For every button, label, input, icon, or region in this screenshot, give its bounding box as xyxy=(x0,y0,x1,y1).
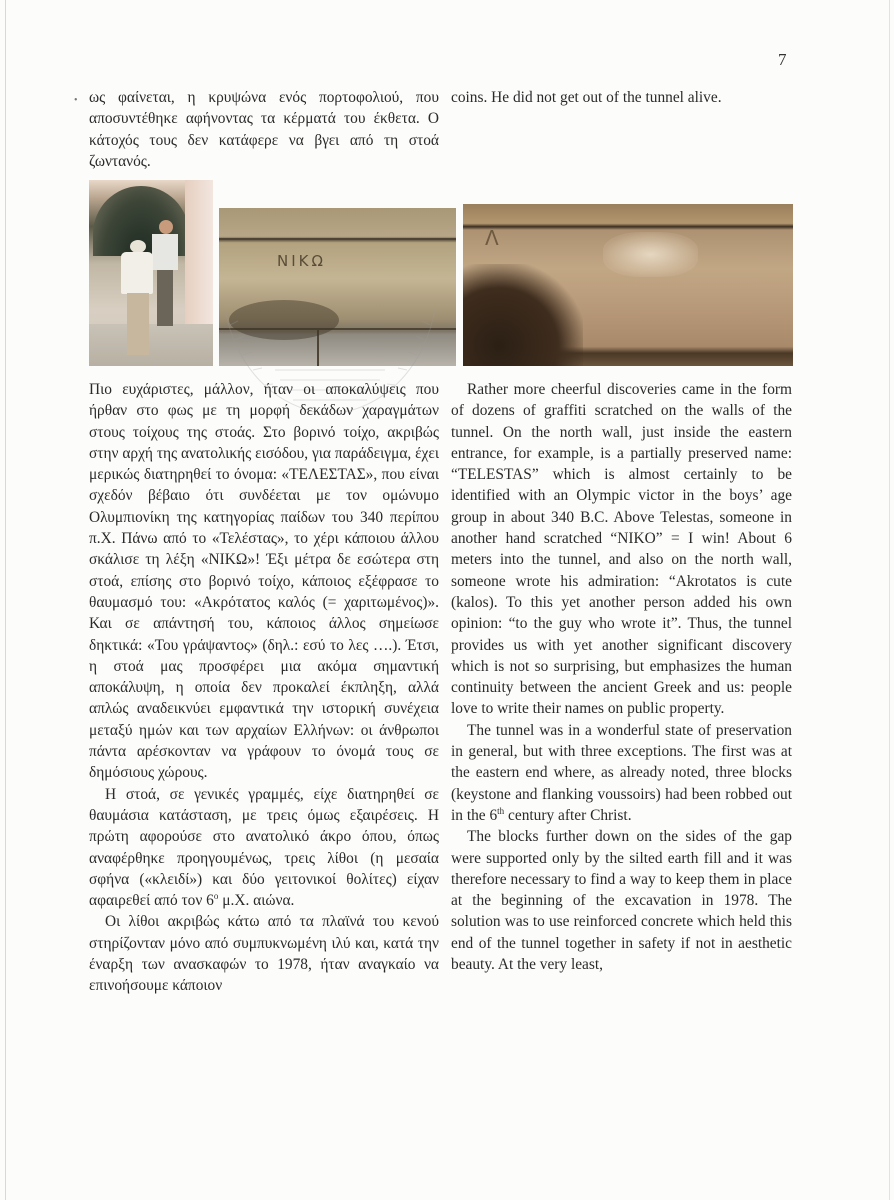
english-paragraph-tail: century after Christ. xyxy=(504,806,632,824)
photo-inscribed-block xyxy=(463,204,793,366)
page-edge-right xyxy=(889,0,890,1200)
person-figure xyxy=(119,240,155,360)
greek-column xyxy=(89,379,439,997)
greek-paragraph xyxy=(89,784,439,912)
greek-paragraph-text: Η στοά, σε γενικές γραμμές, είχε διατηρηθεί σε θαυμάσια κατάσταση, με τρεις όμως εξαιρέσεις. Η πρώτη αφορούσε στο ανατολικό άκρο όπου, όπως αναφέρθηκε προηγουμένως, τρεις λίθοι (η μεσαία σφήνα («κλειδί») και δύο γειτονικοί θολίτες) είχαν αφαιρεθεί από τον 6 xyxy=(89,785,439,910)
english-column xyxy=(451,379,792,975)
laurel-leaves xyxy=(230,321,430,385)
page-edge-left xyxy=(5,0,6,1200)
stone-seam xyxy=(219,238,456,240)
graffiti-inscription: Λ xyxy=(485,226,499,250)
ordinal-superscript: th xyxy=(497,805,505,816)
ordinal-superscript: ο xyxy=(213,891,219,901)
english-paragraph-continued: coins. He did not get out of the tunnel alive. xyxy=(451,89,722,106)
greek-paragraph-continued: ως φαίνεται, η κρυψώνα ενός πορτοφολιού, που αποσυντέθηκε αφήνοντας τα κέρματά του έκθετα. Ο κάτοχός τους δεν κατάφερε να βγει από τη στοά ζωντανός. xyxy=(89,89,439,170)
english-paragraph: The blocks further down on the sides of the gap were supported only by the silted earth fill and it was therefore necessary to find a way to keep them in place at the beginning of the excavation in 1978. The solution was to use reinforced concrete which held this end of the tunnel together in safety if not in aesthetic beauty. At the very least, xyxy=(451,828,792,974)
page-number: 7 xyxy=(778,50,787,69)
graffiti-inscription: ΝΙΚΩ xyxy=(277,252,326,270)
greek-paragraph: Πιο ευχάριστες, μάλλον, ήταν οι αποκαλύψεις που ήρθαν στο φως με τη μορφή δεκάδων χαραγμάτων στους τοίχους της στοάς. Στο βορινό τοίχο, ακριβώς στην αρχή της ανατολικής εισόδου, για παράδειγμα, έχει μερικώς διατηρηθεί το όνομα: «ΤΕΛΕΣΤΑΣ», που είναι σχεδόν βέβαιο ότι συνδέεται με τον ομώνυμο Ολυμπιονίκη της κατηγορίας παίδων του 340 περίπου π.Χ. Πάνω από το «Τελέστας», το χέρι κάποιου άλλου σκάλισε τη λέξη «ΝΙΚΩ»! Έξι μέτρα δε εσώτερα στη στοά, επίσης στο βορινό τοίχο, κάποιος εξέφρασε το θαυμασμό του: «Ακρότατος καλός (= χαριτωμένος)». Και σε απάντησή του, κάποιος άλλος σημείωσε δηκτικά: «Του γράψαντος» (δηλ.: εσύ το λες ….). Έτσι, η στοά μας προσφέρει μια ακόμα σημαντική αποκάλυψη, η οποία δεν προκαλεί έκπληξη, αλλά απλώς αναδεικνύει εμφαντικά την ιστορική συνέχεια μεταξύ ημών και των αρχαίων Ελλήνων: οι άνθρωποι πάντα αρέσκονταν να γράφουν το όνομά τους σε δημόσιους χώρους. xyxy=(89,381,439,782)
english-paragraph xyxy=(451,720,792,826)
greek-column-top xyxy=(89,87,439,172)
photo-tunnel-visitors xyxy=(89,180,213,366)
greek-paragraph: Οι λίθοι ακριβώς κάτω από τα πλαϊνά του κενού στηρίζονταν μόνο από συμπυκνωμένη ιλύ και, κατά την έναρξη των ανασκαφών το 1978, ήταν αναγκαίο να επινοήσουμε κάποιον xyxy=(89,913,439,995)
margin-mark: • xyxy=(74,95,78,106)
greek-paragraph-tail: μ.Χ. αιώνα. xyxy=(218,892,295,910)
english-column-top xyxy=(451,87,792,108)
english-paragraph: Rather more cheerful discoveries came in the form of dozens of graffiti scratched on the walls of the tunnel. On the north wall, just inside the eastern entrance, for example, is a partially preserved name: “TELESTAS” which is almost certainly to be identified with an Olympic victor in the boys’ age group in about 340 B.C. Above Telestas, someone in another hand scratched “NIKO” = I win! About 6 meters into the tunnel, and also on the north wall, someone wrote his admiration: “Akrotatos is cute (kalos). To this yet another person added his own opinion: “to the guy who wrote it”. Thus, the tunnel provides us with yet another significant discovery which is not so surprising, but emphasizes the human continuity between the ancient Greek and us: people love to write their names on public property. xyxy=(451,381,792,718)
shadow xyxy=(463,264,583,366)
light-spot xyxy=(603,232,698,277)
english-paragraph-text: The tunnel was in a wonderful state of preservation in general, but with three exceptions. The first was at the eastern end where, as already noted, three blocks (keystone and flanking voussoirs) had been robbed out in the 6 xyxy=(451,721,792,824)
